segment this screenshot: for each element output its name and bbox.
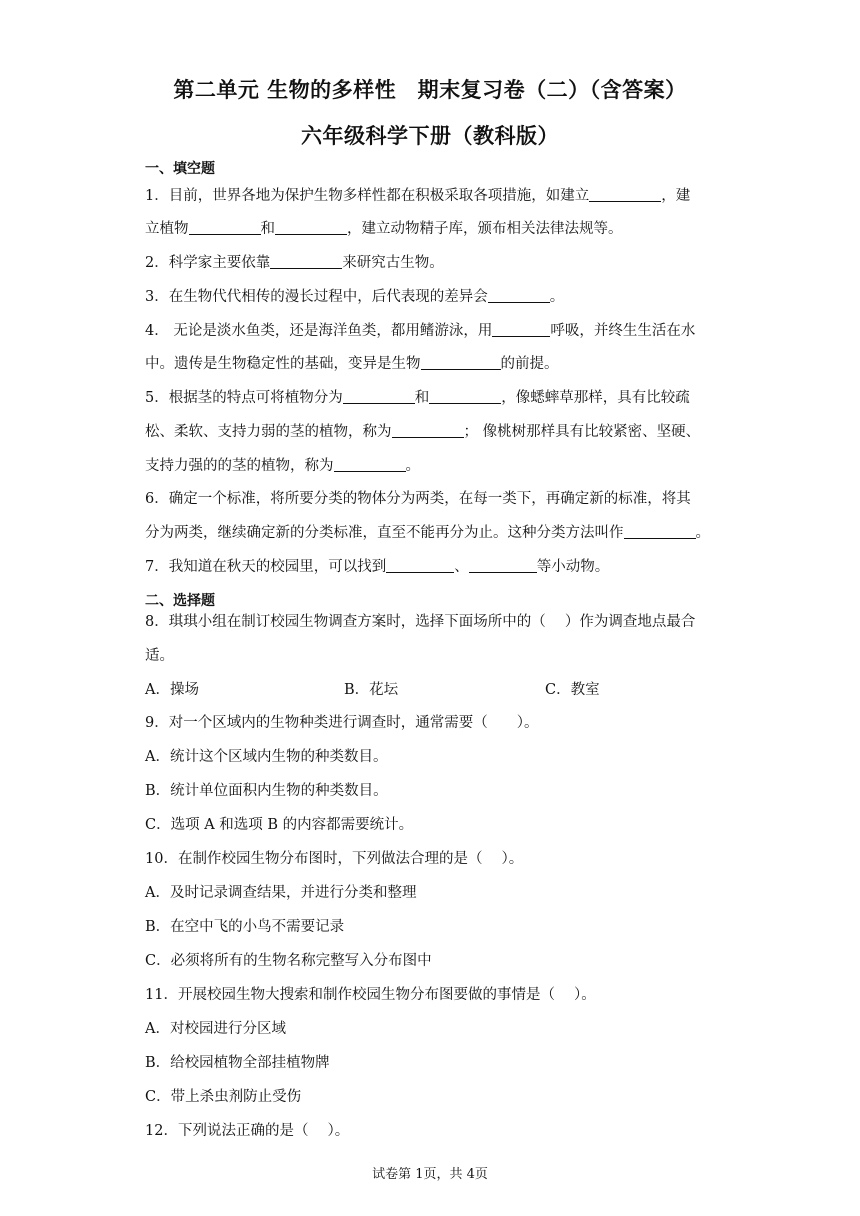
answer-blank[interactable]	[275, 219, 347, 235]
answer-blank[interactable]	[343, 388, 415, 404]
option-a[interactable]: A．及时记录调查结果，并进行分类和整理	[145, 885, 417, 901]
option-c[interactable]: C．选项 A 和选项 B 的内容都需要统计。	[145, 817, 414, 833]
question-5-line-3: 支持力强的的茎的植物，称为 。	[145, 458, 420, 474]
option-a[interactable]: A．统计这个区域内生物的种类数目。	[145, 749, 388, 765]
question-6-line-1: 6．确定一个标准，将所要分类的物体分为两类，在每一类下，再确定新的标准，将其	[145, 491, 691, 507]
question-8-line-2: 适。	[145, 648, 174, 664]
question-12: 12．下列说法正确的是（ ）。	[145, 1123, 350, 1139]
question-9: 9．对一个区域内的生物种类进行调查时，通常需要（ ）。	[145, 715, 539, 731]
option-b[interactable]: B．在空中飞的小鸟不需要记录	[145, 919, 345, 935]
option-a[interactable]: A．对校园进行分区域	[145, 1021, 286, 1037]
answer-blank[interactable]	[421, 354, 501, 370]
page-footer: 试卷第 1页，共 4页	[372, 1167, 488, 1182]
page-subtitle: 六年级科学下册（教科版）	[301, 124, 559, 148]
question-4-line-1: 4． 无论是淡水鱼类，还是海洋鱼类，都用鳍游泳，用 呼吸，并终生生活在水	[145, 323, 696, 339]
page-title: 第二单元 生物的多样性 期末复习卷（二）（含答案）	[173, 78, 687, 102]
option-b[interactable]: B．统计单位面积内生物的种类数目。	[145, 783, 388, 799]
question-7: 7．我知道在秋天的校园里，可以找到 、 等小动物。	[145, 559, 610, 575]
option-c[interactable]: C．教室	[545, 682, 600, 698]
option-b[interactable]: B．花坛	[344, 682, 399, 698]
answer-blank[interactable]	[270, 253, 342, 269]
option-c[interactable]: C．带上杀虫剂防止受伤	[145, 1089, 302, 1105]
question-1-line-1: 1．目前，世界各地为保护生物多样性都在积极采取各项措施，如建立 ，建	[145, 188, 691, 204]
section-heading-fill-blank: 一、填空题	[145, 161, 215, 177]
question-4-line-2: 中。遗传是生物稳定性的基础，变异是生物 的前提。	[145, 356, 559, 372]
question-8-line-1: 8．琪琪小组在制订校园生物调查方案时，选择下面场所中的（ ）作为调查地点最合	[145, 614, 696, 630]
answer-blank[interactable]	[386, 557, 454, 573]
section-heading-choice: 二、选择题	[145, 593, 215, 609]
answer-blank[interactable]	[488, 287, 550, 303]
answer-blank[interactable]	[589, 186, 661, 202]
answer-blank[interactable]	[429, 388, 501, 404]
question-5-line-1: 5．根据茎的特点可将植物分为 和 ，像蟋蟀草那样，具有比较疏	[145, 390, 690, 406]
question-5-line-2: 松、柔软、支持力弱的茎的植物，称为 ； 像桃树那样具有比较紧密、坚硬、	[145, 424, 701, 440]
question-1-line-2: 立植物 和 ，建立动物精子库，颁布相关法律法规等。	[145, 221, 623, 237]
answer-blank[interactable]	[492, 321, 550, 337]
option-a[interactable]: A．操场	[145, 682, 199, 698]
question-3: 3．在生物代代相传的漫长过程中，后代表现的差异会 。	[145, 289, 565, 305]
answer-blank[interactable]	[392, 422, 464, 438]
answer-blank[interactable]	[189, 219, 261, 235]
question-6-line-2: 分为两类，继续确定新的分类标准，直至不能再分为止。这种分类方法叫作 。	[145, 525, 710, 541]
option-b[interactable]: B．给校园植物全部挂植物牌	[145, 1055, 330, 1071]
answer-blank[interactable]	[334, 456, 406, 472]
question-10: 10．在制作校园生物分布图时，下列做法合理的是（ ）。	[145, 851, 524, 867]
question-2: 2．科学家主要依靠 来研究古生物。	[145, 255, 444, 271]
question-11: 11．开展校园生物大搜索和制作校园生物分布图要做的事情是（ ）。	[145, 987, 596, 1003]
answer-blank[interactable]	[624, 523, 696, 539]
answer-blank[interactable]	[469, 557, 537, 573]
option-c[interactable]: C．必须将所有的生物名称完整写入分布图中	[145, 953, 432, 969]
